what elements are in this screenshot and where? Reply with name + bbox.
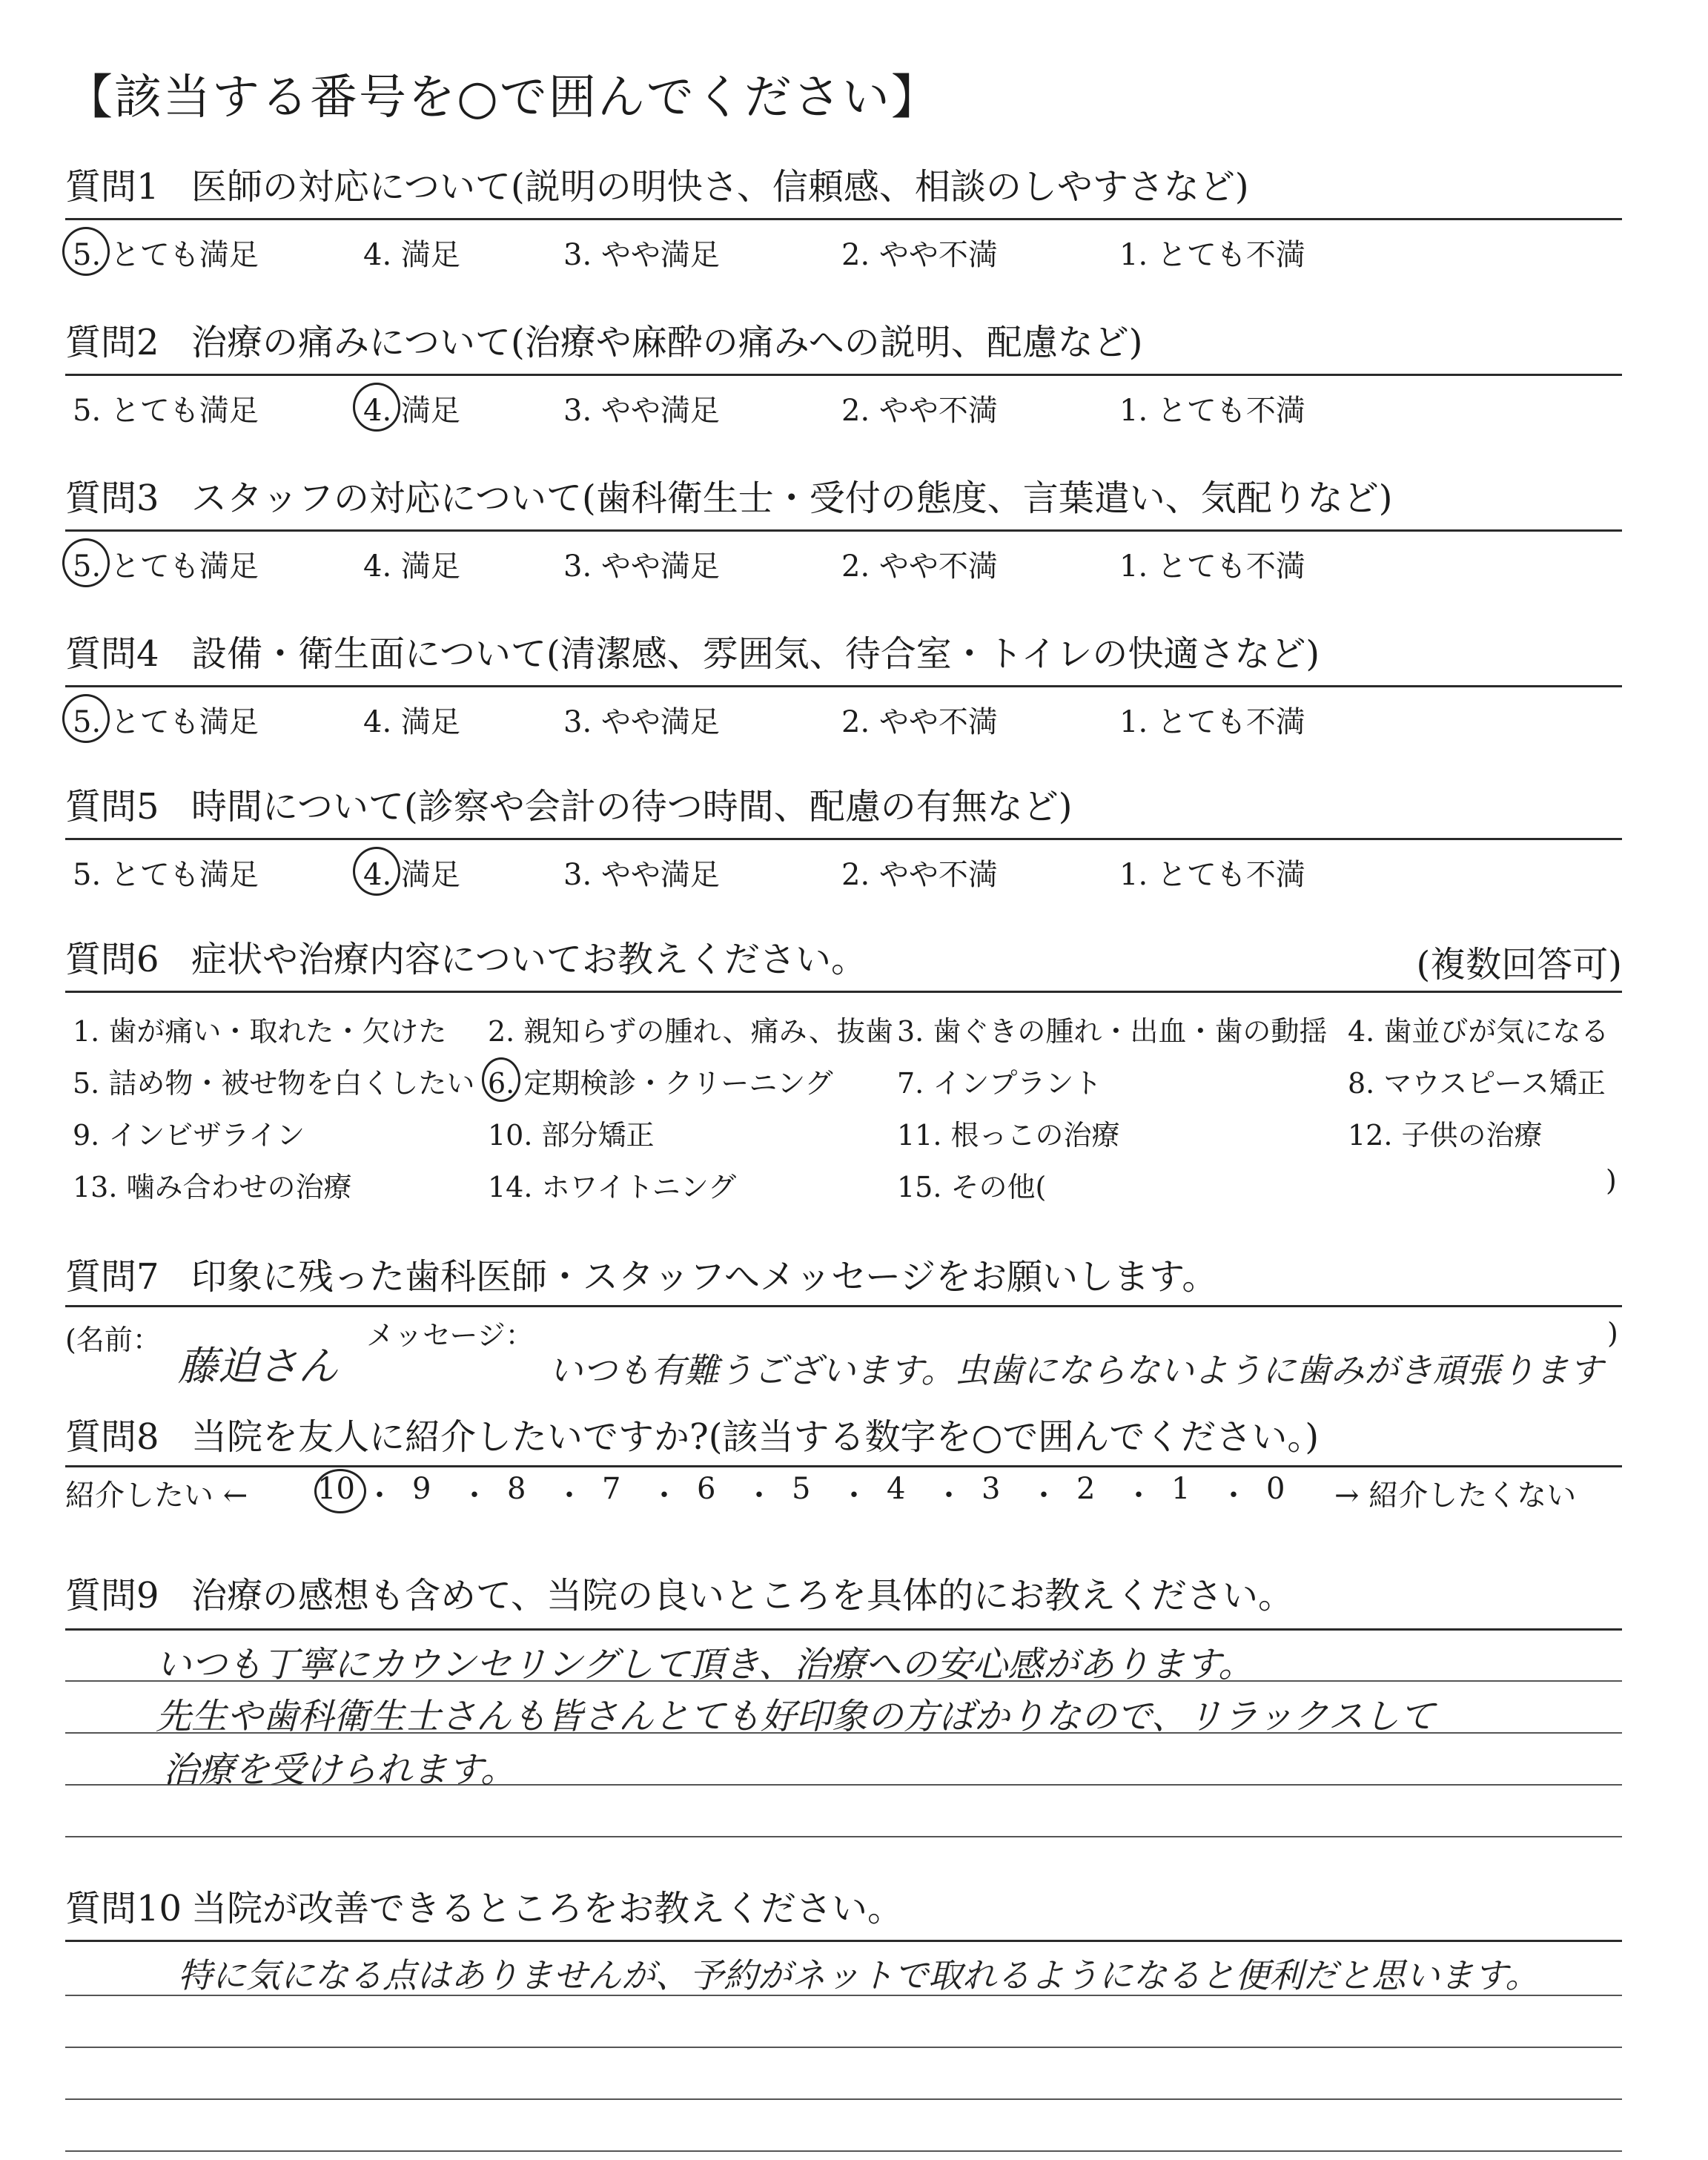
scale-number[interactable]: 2 xyxy=(1076,1472,1096,1506)
divider xyxy=(65,1465,1622,1467)
divider xyxy=(65,1305,1622,1307)
question-6 xyxy=(65,936,1622,983)
question-number: 質問7 xyxy=(65,1256,159,1298)
symptom-option[interactable]: 12. 子供の治療 xyxy=(1348,1119,1543,1152)
scale-number[interactable]: 1 xyxy=(1171,1472,1191,1506)
multiple-answer-note: (複数回答可) xyxy=(1416,944,1622,985)
scale-number[interactable]: 0 xyxy=(1266,1472,1285,1506)
rating-option[interactable]: 3. やや満足 xyxy=(563,394,720,428)
selection-circle xyxy=(62,227,110,276)
question-number: 質問8 xyxy=(65,1416,159,1458)
rating-option[interactable]: 1. とても不満 xyxy=(1119,549,1305,584)
rating-option[interactable]: 3. やや満足 xyxy=(563,549,720,584)
question-text: 当院を友人に紹介したいですか?(該当する数字を○で囲んでください。) xyxy=(191,1416,1320,1458)
answer-line xyxy=(65,2047,1622,2048)
question-number: 質問4 xyxy=(65,633,159,675)
question-7 xyxy=(65,1253,1622,1301)
rating-option[interactable]: 4. 満足 xyxy=(363,238,460,272)
question-number: 質問3 xyxy=(65,478,159,519)
question-text: 設備・衛生面について(清潔感、雰囲気、待合室・トイレの快適さなど) xyxy=(191,633,1320,675)
rating-option[interactable]: 1. とても不満 xyxy=(1119,238,1305,272)
scale-separator: ・ xyxy=(649,1479,679,1513)
question-text: 当院が改善できるところをお教えください。 xyxy=(191,1888,904,1929)
scale-separator: ・ xyxy=(1029,1479,1059,1513)
rating-option[interactable]: 4. 満足 xyxy=(363,394,460,428)
scale-separator: ・ xyxy=(365,1479,394,1513)
selection-circle xyxy=(482,1057,520,1102)
divider xyxy=(65,374,1622,376)
question-text: 症状や治療内容についてお教えください。 xyxy=(191,939,867,980)
divider xyxy=(65,838,1622,840)
scale-separator: ・ xyxy=(555,1479,584,1513)
symptom-option[interactable]: 8. マウスピース矯正 xyxy=(1348,1067,1606,1100)
rating-option[interactable]: 5. とても満足 xyxy=(73,858,259,892)
question-10 xyxy=(65,1885,1622,1932)
question-number: 質問6 xyxy=(65,939,159,980)
rating-option[interactable]: 2. やや不満 xyxy=(841,549,998,584)
scale-separator: ・ xyxy=(934,1479,964,1513)
question-text: 治療の感想も含めて、当院の良いところを具体的にお教えください。 xyxy=(191,1575,1294,1616)
symptom-option-selected[interactable]: 6. 定期検診・クリーニング xyxy=(488,1067,833,1100)
question-number: 質問1 xyxy=(65,166,159,208)
question-text: 印象に残った歯科医師・スタッフへメッセージをお願いします。 xyxy=(191,1256,1218,1298)
rating-option[interactable]: 5. とても満足 xyxy=(73,394,259,428)
answer-line-text[interactable]: 特に気になる点はありませんが、予約がネットで取れるようになると便利だと思います。 xyxy=(178,1955,1540,1995)
selection-circle xyxy=(62,694,110,743)
question-3 xyxy=(65,475,1622,522)
scale-number[interactable]: 10 xyxy=(317,1472,355,1506)
question-text: スタッフの対応について(歯科衛生士・受付の態度、言葉遣い、気配りなど) xyxy=(191,478,1393,519)
symptom-option[interactable]: 9. インビザライン xyxy=(73,1119,305,1152)
symptom-option[interactable]: 7. インプラント xyxy=(897,1067,1102,1100)
rating-option[interactable]: 1. とても不満 xyxy=(1119,394,1305,428)
scale-number[interactable]: 8 xyxy=(507,1472,526,1506)
selection-circle xyxy=(353,383,400,432)
question-number: 質問2 xyxy=(65,322,159,363)
divider xyxy=(65,1628,1622,1631)
rating-option[interactable]: 5. とても満足 xyxy=(73,549,259,584)
scale-number[interactable]: 3 xyxy=(982,1472,1001,1506)
scale-number[interactable]: 9 xyxy=(412,1472,431,1506)
answer-line-text[interactable]: いつも丁寧にカウンセリングして頂き、治療への安心感があります。 xyxy=(156,1644,1254,1685)
other-close-paren: ) xyxy=(1606,1164,1617,1197)
symptom-option[interactable]: 4. 歯並びが気になる xyxy=(1348,1015,1609,1048)
selection-circle xyxy=(62,538,110,587)
page-header: 【該当する番号を○で囲んでください】 xyxy=(65,70,940,125)
question-number: 質問9 xyxy=(65,1575,159,1616)
symptom-option[interactable]: 1. 歯が痛い・取れた・欠けた xyxy=(73,1015,447,1048)
name-value[interactable]: 藤迫さん xyxy=(178,1343,338,1390)
question-number: 質問5 xyxy=(65,786,159,828)
divider xyxy=(65,1940,1622,1942)
scale-left-label: 紹介したい ← xyxy=(65,1479,248,1513)
question-4 xyxy=(65,630,1622,678)
divider xyxy=(65,529,1622,532)
symptom-option[interactable]: 5. 詰め物・被せ物を白くしたい xyxy=(73,1067,475,1100)
answer-line-text[interactable]: 先生や歯科衛生士さんも皆さんとても好印象の方ばかりなので、リラックスして xyxy=(156,1696,1435,1737)
answer-line xyxy=(65,2150,1622,2152)
symptom-option[interactable]: 2. 親知らずの腫れ、痛み、抜歯 xyxy=(488,1015,893,1048)
answer-line xyxy=(65,2098,1622,2100)
question-9 xyxy=(65,1572,1622,1619)
rating-option[interactable]: 4. 満足 xyxy=(363,549,460,584)
question-8 xyxy=(65,1413,1622,1461)
scale-right-label: → 紹介したくない xyxy=(1334,1479,1577,1513)
symptom-option[interactable]: 13. 噛み合わせの治療 xyxy=(73,1171,352,1203)
scale-number[interactable]: 5 xyxy=(792,1472,811,1506)
scale-separator: ・ xyxy=(839,1479,869,1513)
rating-option[interactable]: 4. 満足 xyxy=(363,705,460,739)
symptom-option[interactable]: 3. 歯ぐきの腫れ・出血・歯の動揺 xyxy=(897,1015,1328,1048)
rating-option[interactable]: 5. とても満足 xyxy=(73,705,259,739)
message-label: メッセージ： xyxy=(366,1319,534,1352)
divider xyxy=(65,218,1622,220)
scale-number[interactable]: 7 xyxy=(602,1472,621,1506)
answer-line xyxy=(65,1836,1622,1837)
question-2 xyxy=(65,319,1622,366)
symptom-option[interactable]: 11. 根っこの治療 xyxy=(897,1119,1120,1152)
question-text: 医師の対応について(説明の明快さ、信頼感、相談のしやすさなど) xyxy=(191,166,1249,208)
answer-line-text[interactable]: 治療を受けられます。 xyxy=(163,1749,517,1791)
rating-option[interactable]: 3. やや満足 xyxy=(563,238,720,272)
rating-option[interactable]: 2. やや不満 xyxy=(841,394,998,428)
rating-option[interactable]: 2. やや不満 xyxy=(841,705,998,739)
rating-option[interactable]: 4. 満足 xyxy=(363,858,460,892)
message-close-paren: ) xyxy=(1607,1317,1618,1350)
rating-option[interactable]: 5. とても満足 xyxy=(73,238,259,272)
name-label: (名前： xyxy=(65,1324,161,1356)
scale-number[interactable]: 4 xyxy=(887,1472,906,1506)
rating-option[interactable]: 2. やや不満 xyxy=(841,858,998,892)
question-1 xyxy=(65,163,1622,211)
rating-option[interactable]: 2. やや不満 xyxy=(841,238,998,272)
rating-option[interactable]: 3. やや満足 xyxy=(563,858,720,892)
scale-separator: ・ xyxy=(460,1479,489,1513)
message-value[interactable]: いつも有難うございます。虫歯にならないように歯みがき頑張ります xyxy=(549,1350,1603,1390)
question-text: 治療の痛みについて(治療や麻酔の痛みへの説明、配慮など) xyxy=(191,322,1143,363)
scale-separator: ・ xyxy=(1219,1479,1248,1513)
symptom-option[interactable]: 10. 部分矯正 xyxy=(488,1119,655,1152)
scale-separator: ・ xyxy=(744,1479,774,1513)
question-5 xyxy=(65,783,1622,830)
rating-option[interactable]: 3. やや満足 xyxy=(563,705,720,739)
symptom-option[interactable]: 14. ホワイトニング xyxy=(488,1171,737,1203)
selection-circle xyxy=(353,847,400,896)
rating-option[interactable]: 1. とても不満 xyxy=(1119,858,1305,892)
divider xyxy=(65,685,1622,687)
symptom-option[interactable]: 15. その他( xyxy=(897,1171,1047,1203)
selection-circle xyxy=(314,1469,366,1513)
question-number: 質問10 xyxy=(65,1888,182,1929)
divider xyxy=(65,991,1622,993)
scale-separator: ・ xyxy=(1124,1479,1153,1513)
rating-option[interactable]: 1. とても不満 xyxy=(1119,705,1305,739)
question-text: 時間について(診察や会計の待つ時間、配慮の有無など) xyxy=(191,786,1073,828)
scale-number[interactable]: 6 xyxy=(697,1472,716,1506)
